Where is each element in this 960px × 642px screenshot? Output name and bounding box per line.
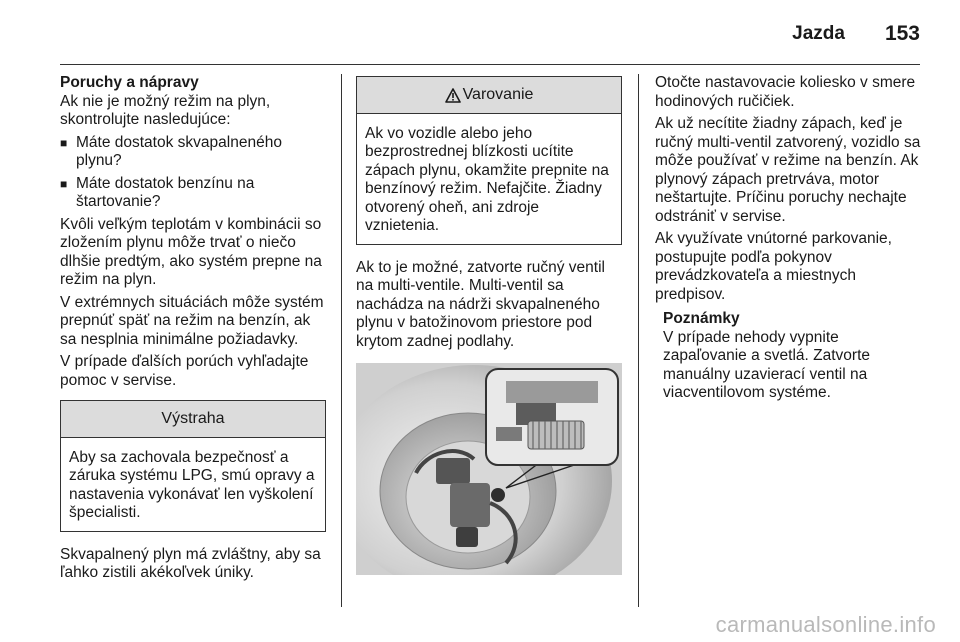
multi-valve-illustration xyxy=(356,363,622,575)
paragraph: Kvôli veľkým teplotám v kombinácii so zložením plynu môže trvať o niečo dlhšie predtým, ako systém prepne na režim na plyn. xyxy=(60,215,322,288)
watermark: carmanualsonline.info xyxy=(715,612,936,637)
paragraph: V prípade ďalších porúch vyhľadajte pomoc v servise. xyxy=(60,353,309,389)
paragraph: Ak využívate vnútorné parkovanie, postupujte podľa pokynov prevádzkovateľa a miestnych predpisov. xyxy=(655,230,892,303)
page-header xyxy=(792,14,920,54)
column-1 xyxy=(60,74,326,587)
list-item: ■ Máte dostatok skvapalneného plynu? xyxy=(60,133,282,169)
column-divider-2 xyxy=(638,74,639,607)
column-divider-1 xyxy=(341,74,342,607)
caution-box xyxy=(60,400,326,532)
page-number: 153 xyxy=(884,22,920,45)
header-rule xyxy=(60,64,920,65)
troubleshooting-heading: Poruchy a nápravy xyxy=(60,74,199,91)
check-list xyxy=(60,134,326,212)
list-item: ■ Máte dostatok benzínu na štartovanie? xyxy=(60,174,255,210)
note-body: V prípade nehody vypnite zapaľovanie a svetlá. Zatvorte manuálny uzavierací ventil na viacventilovom systéme. xyxy=(663,328,870,401)
paragraph: Ak už necítite žiadny zápach, keď je ručný multi-ventil zatvorený, vozidlo sa môže používať v režime na benzín. Ak plynový zápach pretrváva, motor neštartujte. Príčinu poruchy nechajte odstrániť v servise. xyxy=(655,115,921,225)
caution-box-body: Aby sa zachovala bezpečnosť a záruka systému LPG, smú opravy a nastavenia vykonávať len vyškolení špecialisti. xyxy=(69,448,315,521)
bullet-square-icon: ■ xyxy=(60,176,68,191)
intro-paragraph: Ak nie je možný režim na plyn, skontrolujte nasledujúce: xyxy=(60,92,271,128)
paragraph: V extrémnych situáciách môže systém prepnúť späť na režim na benzín, ak sa nesplnia minimálne požiadavky. xyxy=(60,293,324,348)
section-title: Jazda xyxy=(792,23,845,44)
paragraph: Skvapalnený plyn má zvláštny, aby sa ľahko zistili akékoľvek úniky. xyxy=(60,545,321,581)
warning-box-title: Varovanie xyxy=(462,86,534,103)
paragraph: Otočte nastavovacie koliesko v smere hodinových ručičiek. xyxy=(655,74,916,110)
note-block xyxy=(655,310,923,403)
bullet-square-icon: ■ xyxy=(60,135,68,150)
warning-box xyxy=(356,76,622,245)
caution-box-title: Výstraha xyxy=(61,401,325,438)
paragraph: Ak to je možné, zatvorte ručný ventil na multi-ventile. Multi-ventil sa nachádza na nádrži skvapalneného plynu v batožinovom priestore pod krytom zadnej podlahy. xyxy=(356,258,605,350)
note-title: Poznámky xyxy=(663,310,740,327)
column-3 xyxy=(655,74,923,403)
column-2 xyxy=(356,74,622,575)
warning-box-body: Ak vo vozidle alebo jeho bezprostrednej blízkosti ucítite zápach plynu, okamžite prepnite na benzínový režim. Nefajčite. Žiadny otvorený oheň, ani zdroje vznietenia. xyxy=(365,124,609,234)
warning-triangle-icon xyxy=(445,88,461,103)
warning-box-header xyxy=(357,77,621,114)
